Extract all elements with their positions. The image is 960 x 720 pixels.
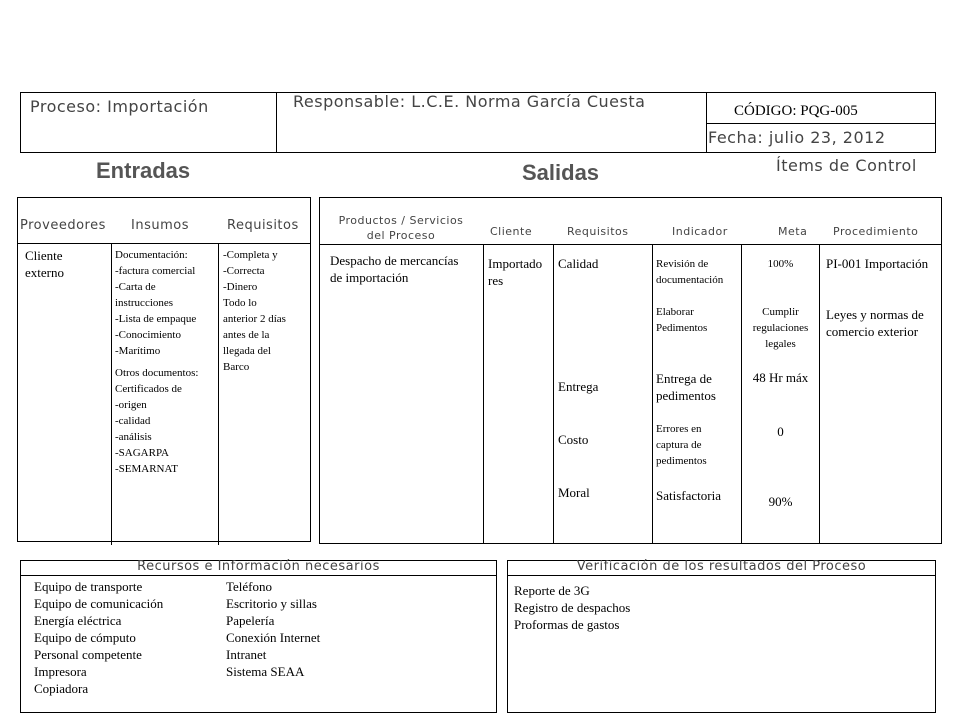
requisito-item: -Completa y: [223, 249, 278, 261]
recursos-col1: [34, 578, 163, 697]
meta-cumplir: [742, 304, 819, 352]
meta-cumplir-line-2: regulaciones: [752, 322, 809, 334]
verificacion-list: [514, 582, 630, 633]
salidas-col-divider-2: [553, 244, 554, 544]
ind-errores: [656, 421, 707, 469]
proveedor-cell: [25, 247, 64, 281]
recursos-title: Recursos e Información necesarios: [137, 559, 380, 574]
insumo-item: Otros documentos:: [115, 367, 199, 379]
proveedor-line-1: Cliente: [25, 248, 63, 263]
recurso-item: Personal competente: [34, 647, 142, 662]
requisito-item: -Dinero: [223, 281, 258, 293]
fecha-label: Fecha: julio 23, 2012: [708, 128, 886, 147]
ind-satisfactoria: Satisfactoria: [656, 488, 721, 503]
recurso-item: Equipo de transporte: [34, 579, 143, 594]
salidas-table: [319, 197, 942, 544]
meta-90: 90%: [768, 494, 793, 509]
requisito-item: Barco: [223, 361, 250, 373]
requisito-item: llegada del: [223, 345, 271, 357]
salidas-col-divider-3: [652, 244, 653, 544]
ind-revision: [656, 256, 723, 288]
entradas-title: Entradas: [96, 158, 191, 183]
producto-cell: [330, 252, 459, 286]
insumo-item: -origen: [115, 399, 147, 411]
insumo-item: Documentación:: [115, 249, 188, 261]
recurso-item: Copiadora: [34, 681, 89, 696]
recurso-item: Escritorio y sillas: [226, 596, 317, 611]
responsable-label: Responsable: L.C.E. Norma García Cuesta: [293, 92, 646, 111]
req-calidad: Calidad: [558, 256, 599, 271]
ind-errores-line-2: captura de: [656, 439, 702, 451]
ind-elaborar-line-1: Elaborar: [656, 306, 694, 318]
col-productos-line-2: del Proceso: [366, 229, 436, 242]
col-insumos: Insumos: [131, 218, 189, 233]
salidas-title: Salidas: [522, 160, 600, 185]
entradas-header-line: [17, 243, 311, 244]
proc-1: PI-001 Importación: [826, 256, 929, 271]
ind-entrega-line-2: pedimentos: [656, 388, 716, 403]
insumo-item: -Carta de: [115, 281, 156, 293]
salidas-header-line: [319, 244, 942, 245]
req-moral: Moral: [558, 485, 590, 500]
salidas-col-divider-5: [819, 244, 820, 544]
insumos-list: [115, 247, 198, 477]
proc-2-line-2: comercio exterior: [826, 324, 919, 339]
proceso-label: Proceso: Importación: [30, 97, 209, 116]
recurso-item: Papelería: [226, 613, 275, 628]
recurso-item: Impresora: [34, 664, 87, 679]
col-cliente: Cliente: [490, 225, 533, 238]
entradas-col-divider-2: [218, 243, 219, 545]
meta-48: 48 Hr máx: [752, 370, 809, 385]
proc-2: [826, 306, 924, 340]
meta-0: 0: [777, 424, 784, 439]
insumo-item: -Lista de empaque: [115, 313, 197, 325]
ind-elaborar: [656, 304, 707, 336]
verificacion-item: Proformas de gastos: [514, 617, 620, 632]
cliente-cell: [488, 255, 542, 289]
insumo-item: Certificados de: [115, 383, 182, 395]
verificacion-item: Reporte de 3G: [514, 583, 590, 598]
recurso-item: Energía eléctrica: [34, 613, 122, 628]
recurso-item: Conexión Internet: [226, 630, 321, 645]
col-requisitos-salida: Requisitos: [567, 225, 629, 238]
insumo-item: -análisis: [115, 431, 152, 443]
requisito-item: antes de la: [223, 329, 270, 341]
meta-100: 100%: [767, 258, 794, 270]
header-divider-1: [276, 92, 277, 153]
cliente-line-1: Importado: [488, 256, 543, 271]
insumo-item: -calidad: [115, 415, 151, 427]
entradas-col-divider-1: [111, 243, 112, 545]
insumo-item: -SAGARPA: [115, 447, 170, 459]
col-meta: Meta: [778, 225, 808, 238]
col-indicador: Indicador: [672, 225, 728, 238]
recurso-item: Equipo de cómputo: [34, 630, 136, 645]
items-control-label: Ítems de Control: [776, 156, 917, 175]
ind-errores-line-1: Errores en: [656, 423, 702, 435]
requisito-item: anterior 2 días: [223, 313, 286, 325]
producto-line-2: de importación: [330, 270, 409, 285]
requisitos-entrada-list: [223, 247, 286, 375]
ind-errores-line-3: pedimentos: [656, 455, 707, 467]
proc-2-line-1: Leyes y normas de: [826, 307, 924, 322]
verificacion-item: Registro de despachos: [514, 600, 631, 615]
recursos-col2: [226, 578, 320, 680]
col-proveedores: Proveedores: [20, 218, 106, 233]
meta-cumplir-line-3: legales: [765, 338, 796, 350]
req-costo: Costo: [558, 432, 589, 447]
insumo-item: -SEMARNAT: [115, 463, 178, 475]
requisito-item: -Correcta: [223, 265, 265, 277]
ind-elaborar-line-2: Pedimentos: [656, 322, 708, 334]
meta-cumplir-line-1: Cumplir: [762, 306, 799, 318]
insumo-item: -factura comercial: [115, 265, 196, 277]
ind-revision-line-2: documentación: [656, 274, 724, 286]
col-procedimiento: Procedimiento: [833, 225, 919, 238]
proveedor-line-2: externo: [25, 265, 64, 280]
req-entrega: Entrega: [558, 379, 599, 394]
recursos-header-line: [20, 575, 497, 576]
header-divider-h: [706, 123, 936, 124]
verificacion-header-line: [507, 575, 936, 576]
ind-entrega-line-1: Entrega de: [656, 371, 712, 386]
ind-revision-line-1: Revisión de: [656, 258, 709, 270]
salidas-col-divider-1: [483, 244, 484, 544]
requisito-item: Todo lo: [223, 297, 257, 309]
codigo-label: CÓDIGO: PQG-005: [734, 103, 858, 119]
recurso-item: Intranet: [226, 647, 267, 662]
cliente-line-2: res: [488, 273, 504, 288]
recurso-item: Equipo de comunicación: [34, 596, 164, 611]
producto-line-1: Despacho de mercancías: [330, 253, 459, 268]
insumo-item: -Marítimo: [115, 345, 161, 357]
ind-entrega: [656, 370, 716, 404]
col-productos: [326, 213, 476, 243]
col-productos-line-1: Productos / Servicios: [338, 214, 464, 227]
recurso-item: Sistema SEAA: [226, 664, 305, 679]
insumo-item: instrucciones: [115, 297, 174, 309]
verificacion-title: Verificación de los resultados del Proceso: [576, 559, 867, 574]
insumo-item: -Conocimiento: [115, 329, 181, 341]
recurso-item: Teléfono: [226, 579, 273, 594]
col-requisitos-entrada: Requisitos: [227, 218, 299, 233]
